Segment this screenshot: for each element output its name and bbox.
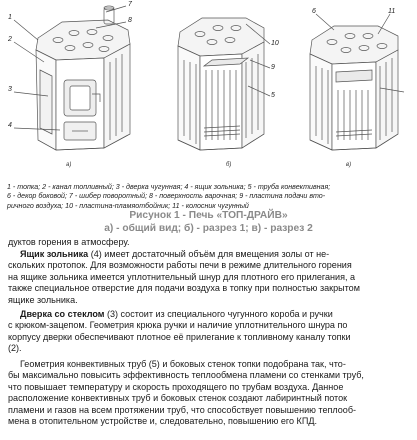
sublabel-c: в) [346, 162, 352, 168]
text-line: Геометрия конвективных труб (5) и боковых стенок топки подобрана так, что- [20, 359, 346, 369]
legend-line: 1 - топка; 2 - канал топливный; 3 - дверка чугунная; 4 - ящик зольника; 5 - труба конвективная; [7, 183, 331, 191]
callout-9: 9 [271, 64, 275, 71]
drawing-section-1 [178, 18, 270, 150]
legend-line: 6 - декор боковой; 7 - шибер поворотный; 8 - поверхность варочная; 9 - пластина подачи вто- [7, 192, 326, 201]
term-ash-drawer: Ящик зольника [20, 249, 89, 259]
text-line: корпусу дверки обеспечивают плотное её прилегание к топливному каналу топки [8, 331, 351, 342]
drawing-section-2 [310, 14, 404, 150]
callout-5: 5 [271, 92, 275, 99]
figure-caption [0, 209, 417, 235]
stove-drawings [0, 0, 417, 182]
callout-7: 7 [128, 1, 132, 8]
text-line: на ящике зольника имеется уплотнительный шнур для плотного его прилегания, а [8, 271, 356, 282]
sublabel-b: б) [226, 162, 232, 168]
paragraph-convective-tubes [8, 359, 410, 427]
legend-line: ричного воздуха; 10 - пластина-пламяотбойник; 11 - колосник чугунный [7, 201, 249, 210]
drawing-general-view [14, 6, 130, 150]
caption-subtitle: а) - общий вид; б) - разрез 1; в) - разрез 2 [104, 223, 313, 234]
text-line: также специальное отверстие для подачи воздуха в топку при полностью закрытом [8, 283, 360, 294]
text-line: Ящик зольника (4) имеет достаточный объём для вмещения золы от не- [20, 249, 330, 259]
text-line: с крюком-зацепом. Геометрия крюка ручки и наличие уплотнительного шнура по [8, 320, 348, 331]
text-line: скольких протопок. Для возможности работы печи в режиме длительного горения [8, 260, 352, 271]
stove-figure [0, 0, 417, 182]
figure-legend [7, 183, 413, 211]
callout-10: 10 [271, 40, 279, 47]
callout-4: 4 [8, 122, 12, 129]
text-line: дуктов горения в атмосферу. [8, 237, 130, 247]
text-line: (2). [8, 343, 22, 354]
text-line: расположение конвективных труб и боковых стенок создают лабиринтный поток [8, 393, 348, 404]
text-line: Дверка со стеклом (3) состоит из специального чугунного короба и ручки [20, 309, 333, 319]
text-line: что повышает температуру и скорость проходящего по трубам воздуха. Данное [8, 381, 344, 392]
text-line: бы максимально повысить эффективность теплообмена пламени со стенками труб, [8, 370, 364, 381]
caption-title: Рисунок 1 - Печь «ТОП-ДРАЙВ» [129, 210, 288, 221]
callout-11: 11 [388, 8, 396, 15]
callout-8: 8 [128, 17, 132, 24]
paragraph-glass-door [8, 309, 410, 355]
callout-6: 6 [312, 8, 316, 15]
callout-2: 2 [8, 36, 12, 43]
paragraph-continuation [8, 237, 410, 248]
term-glass-door: Дверка со стеклом [20, 309, 105, 319]
callout-1: 1 [8, 14, 12, 21]
sublabel-a: а) [66, 162, 72, 168]
text-line: мена в отопительном устройстве и, следовательно, повышению его КПД. [8, 416, 317, 427]
text-line: пламени и газов на всем протяжении труб, что способствует повышению теплооб- [8, 404, 357, 415]
text-line: ящике зольника. [8, 294, 78, 305]
paragraph-ash-drawer [8, 249, 410, 306]
callout-3: 3 [8, 86, 12, 93]
